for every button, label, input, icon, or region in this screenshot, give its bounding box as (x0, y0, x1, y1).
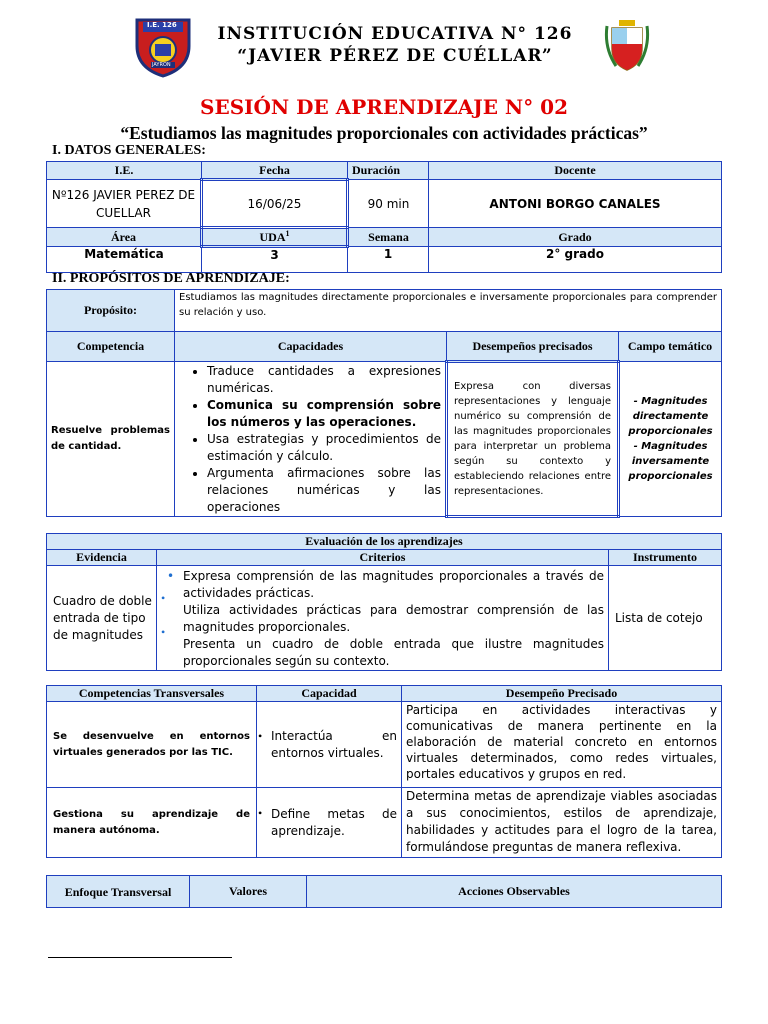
bullet-icon: • (161, 591, 166, 605)
evaluacion-table (46, 533, 722, 671)
instrumento-value: Lista de cotejo (609, 566, 722, 671)
criterio-item: • Expresa comprensión de las magnitudes proporcionales a través de actividades prácticas. (167, 569, 604, 600)
bullet-icon: • (167, 569, 175, 583)
semana-value: 1 (348, 247, 429, 273)
session-subtitle: “Estudiamos las magnitudes proporcionales con actividades prácticas” (120, 123, 648, 143)
transversal-capacidad: Interactúa en entornos virtuales. (271, 728, 397, 760)
ie-value: Nº126 JAVIER PEREZ DE CUELLAR (47, 180, 202, 228)
enfoque-table (46, 875, 722, 908)
transversal-competencia: Gestiona su aprendizaje de manera autónoma. (47, 788, 257, 858)
header-capacidad: Capacidad (257, 686, 402, 702)
header-capacidades: Capacidades (175, 332, 447, 362)
header-uda (202, 228, 348, 247)
transversal-desempeno: Determina metas de aprendizaje viables asociadas a sus conocimientos, estilos de aprendizaje, habilidades y actitudes para el logro de la tarea, formulándose preguntas de manera reflexiva. (402, 788, 722, 858)
transversal-competencia: Se desenvuelve en entornos virtuales generados por las TIC. (47, 702, 257, 788)
capacidades-list (179, 363, 441, 516)
duracion-value: 90 min (348, 180, 429, 228)
uda-footnote-mark: 1 (285, 229, 290, 238)
header-grado: Grado (429, 228, 722, 247)
area-value: Matemática (47, 247, 202, 273)
header-area: Área (47, 228, 202, 247)
transversales-table (46, 685, 722, 858)
capacidad-item: • Comunica su comprensión sobre los números y las operaciones. (207, 397, 441, 431)
bullet-icon: • (258, 729, 263, 743)
header-competencias-transversales: Competencias Transversales (47, 686, 257, 702)
header-acciones-observables: Acciones Observables (307, 876, 722, 908)
header-desempenos: Desempeños precisados (447, 332, 619, 362)
header-fecha: Fecha (202, 162, 348, 180)
header-campo-tematico: Campo temático (619, 332, 722, 362)
footnote-separator (48, 957, 232, 958)
section-datos-generales: I. DATOS GENERALES: (52, 143, 206, 158)
grado-value: 2° grado (429, 247, 722, 273)
criterios-list (161, 568, 604, 670)
header-docente: Docente (429, 162, 722, 180)
campo-item: - Magnitudes inversamente proporcionales (628, 441, 713, 482)
competencia-value: Resuelve problemas de cantidad. (47, 362, 175, 517)
bullet-icon: • (161, 625, 166, 639)
header-competencia: Competencia (47, 332, 175, 362)
evidencia-value: Cuadro de doble entrada de tipo de magnitudes (47, 566, 157, 671)
criterio-item: Utiliza actividades prácticas para demostrar comprensión de las magnitudes proporcionales. (183, 603, 604, 634)
institution-name: INSTITUCIÓN EDUCATIVA N° 126 (217, 24, 573, 44)
header-duracion: Duración (348, 162, 429, 180)
docente-value: ANTONI BORGO CANALES (429, 180, 722, 228)
capacidades-list-cell (175, 362, 447, 517)
peru-emblem (604, 18, 650, 72)
campo-tematico-cell (619, 362, 722, 517)
transversal-capacidad-cell (257, 702, 402, 788)
header-enfoque-transversal: Enfoque Transversal (47, 876, 190, 908)
header-valores: Valores (190, 876, 307, 908)
header-criterios: Criterios (157, 550, 609, 566)
uda-label: UDA (259, 230, 286, 244)
criterios-cell (157, 566, 609, 671)
datos-generales-table (46, 161, 722, 273)
uda-value: 3 (202, 247, 348, 273)
campo-item: - Magnitudes directamente proporcionales (628, 396, 713, 437)
logo-subtext: JAYRON (152, 62, 171, 68)
header-instrumento: Instrumento (609, 550, 722, 566)
capacidad-item: • Traduce cantidades a expresiones numéricas. (207, 363, 441, 397)
capacidad-item: • Usa estrategias y procedimientos de estimación y cálculo. (207, 431, 441, 465)
proposito-label: Propósito: (47, 290, 175, 332)
header-desempeno-precisado: Desempeño Precisado (402, 686, 722, 702)
school-logo (133, 16, 193, 78)
section-propositos: II. PROPÓSITOS DE APRENDIZAJE: (52, 271, 290, 286)
capacidad-item: • Argumenta afirmaciones sobre las relaciones numéricas y las operaciones (207, 465, 441, 516)
proposito-text: Estudiamos las magnitudes directamente proporcionales e inversamente proporcionales para comprender su relación y uso. (175, 290, 722, 332)
header-ie: I.E. (47, 162, 202, 180)
transversal-capacidad-cell (257, 788, 402, 858)
transversal-desempeno: Participa en actividades interactivas y comunicativas de manera pertinente en la elaboración de material concreto en entornos virtuales determinados, como redes virtuales, portales educativos y grupos en red. (402, 702, 722, 788)
header-semana: Semana (348, 228, 429, 247)
transversal-capacidad: Define metas de aprendizaje. (271, 806, 397, 838)
institution-subname: “JAVIER PÉREZ DE CUÉLLAR” (237, 46, 553, 66)
fecha-value: 16/06/25 (202, 180, 348, 228)
criterio-item: Presenta un cuadro de doble entrada que ilustre magnitudes proporcionales según su contexto. (183, 637, 604, 668)
desempeno-value: Expresa con diversas representaciones y lenguaje numérico su comprensión de las magnitudes proporcionales para interpretar un problema según su contexto y estableciendo relaciones entre representaciones. (447, 362, 619, 517)
evaluacion-title: Evaluación de los aprendizajes (47, 534, 722, 550)
session-title: SESIÓN DE APRENDIZAJE N° 02 (200, 95, 568, 119)
header-evidencia: Evidencia (47, 550, 157, 566)
bullet-icon: • (258, 806, 263, 820)
propositos-table (46, 289, 722, 518)
logo-text: I.E. 126 (147, 21, 177, 29)
